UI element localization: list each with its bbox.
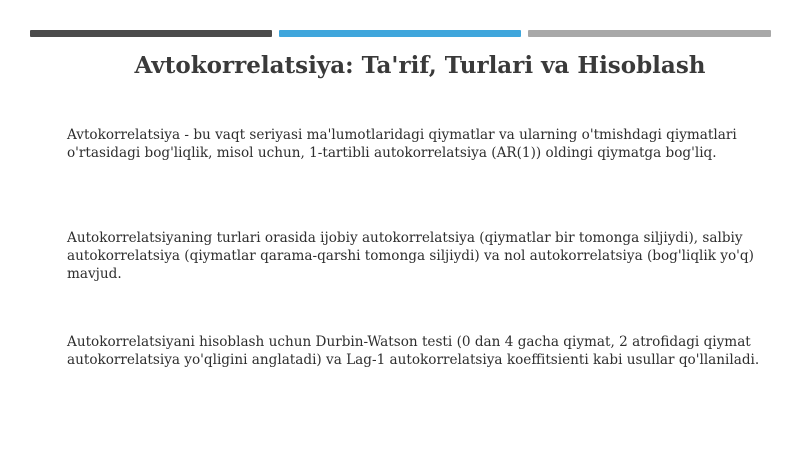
paragraph-types: Autokorrelatsiyaning turlari orasida ijobiy autokorrelatsiya (qiymatlar bir tomonga siljiydi), salbiy autokorrelatsiya (qiymatlar qarama-qarshi tomonga siljiydi) va nol autokorrelatsiya (bog'liqlik yo'q) mavjud. bbox=[67, 230, 754, 282]
paragraph-definition: Avtokorrelatsiya - bu vaqt seriyasi ma'lumotlaridagi qiymatlar va ularning o'tmishdagi qiymatlari o'rtasidagi bog'liqlik, misol uchun, 1-tartibli autokorrelatsiya (AR(1)) oldingi qiymatga bog'liq. bbox=[67, 127, 737, 161]
paragraph-calculation: Autokorrelatsiyani hisoblash uchun Durbin-Watson testi (0 dan 4 gacha qiymat, 2 atrofidagi qiymat autokorrelatsiya yo'qligini anglatadi) va Lag-1 autokorrelatsiya koeffitsienti kabi usullar qo'llaniladi. bbox=[67, 334, 760, 368]
slide-title: Avtokorrelatsiya: Ta'rif, Turlari va Hisoblash bbox=[134, 52, 706, 79]
decorative-bar-dark bbox=[30, 30, 272, 37]
decorative-bar-gray bbox=[528, 30, 771, 37]
decorative-bar-blue bbox=[279, 30, 521, 37]
